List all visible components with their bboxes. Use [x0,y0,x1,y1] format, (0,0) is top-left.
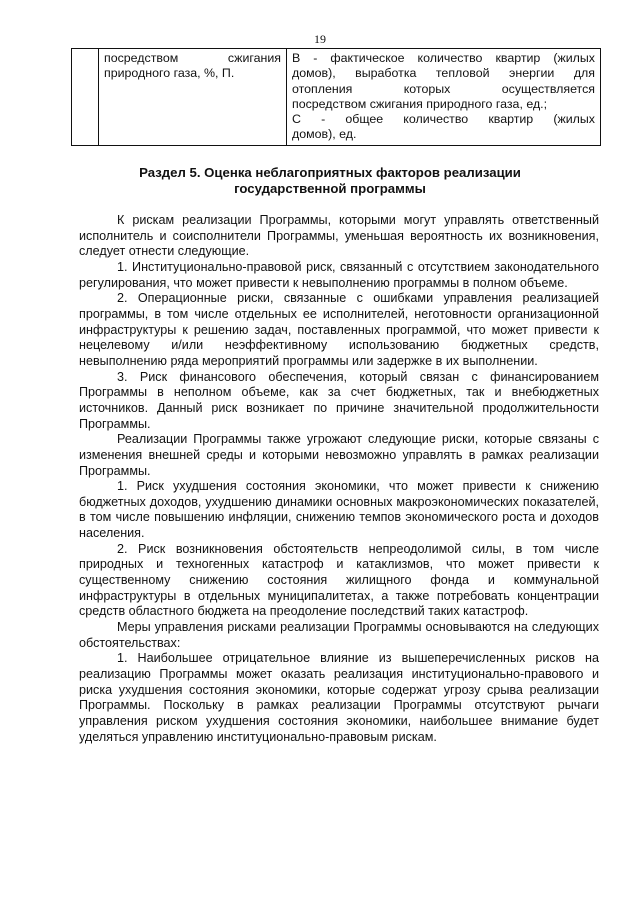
paragraph-external-2: 2. Риск возникновения обстоятельств непреодолимой силы, в том числе природных и техногенных катастроф и катаклизмов, что может привести к существенному снижению состояния жилищного фонда и коммунальной инфраструктуры в отдельных муниципалитетах, а также потребовать концентрации средств областного бюджета на преодоление последствий таких катастроф. [79,541,599,619]
legend-line: домов), ед. [292,127,357,142]
legend-line: посредством сжигания природного газа, ед.; [292,96,548,111]
paragraph-measures-1: 1. Наибольшее отрицательное влияние из вышеперечисленных рисков на реализацию Программы может оказать реализация институционально-правового и риска ухудшения состояния экономики, которые содержат угрозу срыва реализации Программы. Поскольку в рамках реализации Программы отсутствуют рычаги управления риском ухудшения состояния экономики, наибольшее внимание будет уделяться управлению институционально-правовым рискам. [79,651,599,744]
paragraph-risk-2: 2. Операционные риски, связанные с ошибками управления реализацией программы, в том числе отдельных ее исполнителей, неготовности организационной инфраструктуры к решению задач, поставленных программой, что может привести к нецелевому и/или неэффективному использованию бюджетных средств, невыполнению ряда мероприятий программы или задержке в их выполнении. [79,291,599,368]
paragraph-intro: К рискам реализации Программы, которыми могут управлять ответственный исполнитель и соисполнители Программы, уменьшая вероятность их возникновения, следует отнести следующие. [79,213,599,259]
legend-cell [287,49,601,146]
page-number: 19 [314,32,326,46]
legend-line: отопления которых осуществляется [292,81,595,96]
table-row [72,49,601,146]
paragraph-measures-intro: Меры управления рисками реализации Программы основываются на следующих обстоятельствах: [79,620,599,650]
paragraph-risk-1: 1. Институционально-правовой риск, связанный с отсутствием законодательного регулирования, что может привести к невыполнению программы в полном объеме. [79,259,599,290]
body-text [79,213,599,745]
legend-line: домов), выработка тепловой энергии для [292,66,595,81]
paragraph-external-intro: Реализации Программы также угрожают следующие риски, которые связаны с изменения внешней среды и которыми невозможно управлять в рамках реализации Программы. [79,432,599,478]
paragraph-risk-3: 3. Риск финансового обеспечения, который связан с финансированием Программы в неполном объеме, как за счет бюджетных, так и внебюджетных источников. Данный риск возникает по причине значительной продолжительности Программы. [79,369,599,431]
section-title: Раздел 5. Оценка неблагоприятных факторов реализации государственной программы [139,165,521,196]
formula-table [71,48,601,146]
formula-description-cell: посредством сжигания природного газа, %, П. [99,49,287,146]
empty-cell [72,49,99,146]
legend-line: В - фактическое количество квартир (жилых [292,51,595,65]
paragraph-external-1: 1. Риск ухудшения состояния экономики, что может привести к снижению бюджетных доходов, ухудшению динамики основных макроэкономических показателей, в том числе повышению инфляции, снижению темпов экономического роста и доходов населения. [79,479,599,541]
legend-line: С - общее количество квартир (жилых [292,112,595,127]
